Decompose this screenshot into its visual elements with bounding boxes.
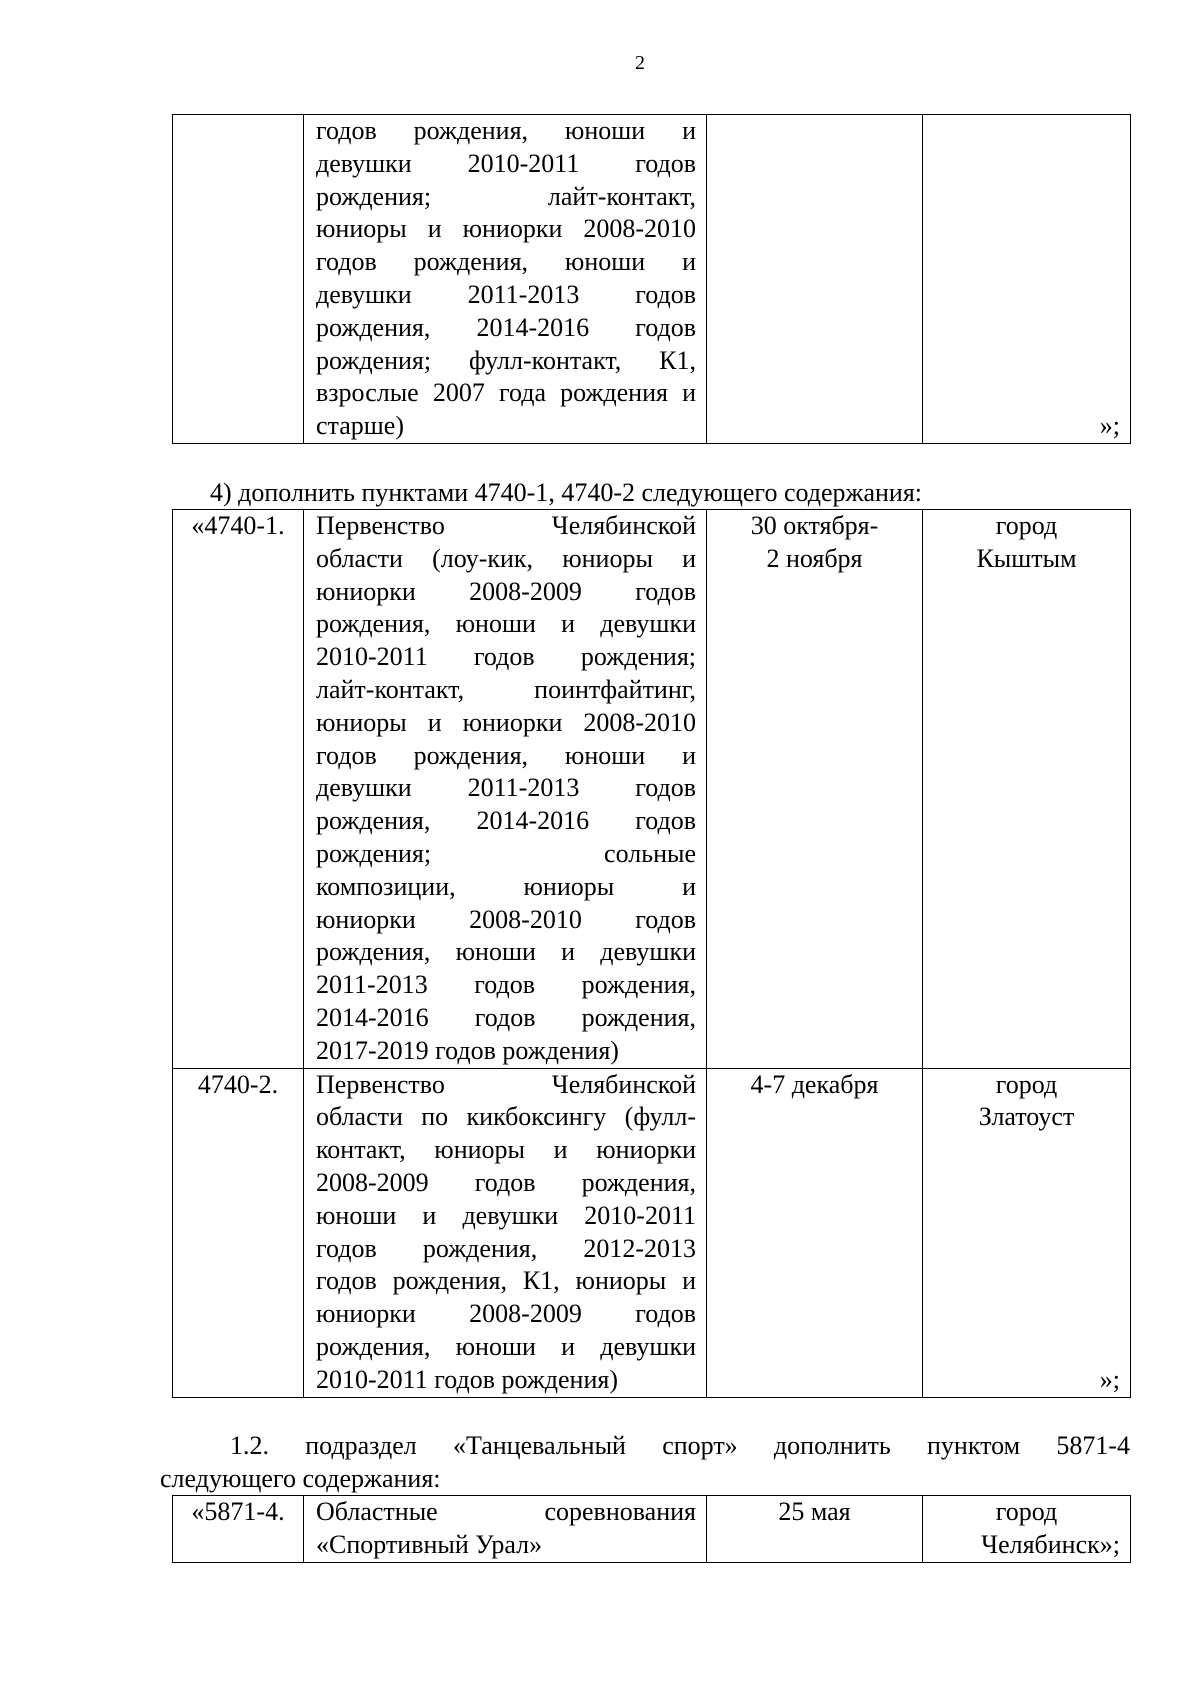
- description-line: годов рождения, 2012-2013: [316, 1233, 696, 1263]
- amendment-paragraph: [160, 1430, 1130, 1496]
- place-line: город: [995, 511, 1058, 540]
- description-line: юниоры и юниорки 2008-2010: [316, 214, 696, 244]
- table-row: [173, 115, 1131, 444]
- description-line: Первенство Челябинской: [316, 511, 696, 540]
- description-line: 2010-2011 годов рождения;: [316, 642, 696, 672]
- description-line: рождения, юноши и девушки: [316, 937, 696, 967]
- description-line: годов рождения, юноши и: [316, 740, 696, 770]
- description-line: юниорки 2008-2009 годов: [316, 1299, 696, 1329]
- description-line: 2010-2011 годов рождения): [316, 1364, 618, 1394]
- description-line: рождения, юноши и девушки: [316, 609, 696, 639]
- item-place-cell: [923, 1068, 1131, 1397]
- table-row: [173, 510, 1131, 1069]
- paragraph-line: 1.2. подраздел «Танцевальный спорт» дополнить пунктом 5871-4: [230, 1431, 1130, 1460]
- description-line: 2017-2019 годов рождения): [316, 1035, 619, 1065]
- item-date-cell: 25 мая: [707, 1496, 923, 1563]
- item-description-cell: [304, 1496, 707, 1563]
- description-line: юниорки 2008-2009 годов: [316, 576, 696, 606]
- closing-quote-mark: »;: [1099, 1364, 1120, 1394]
- description-line: области (лоу-кик, юниоры и: [316, 543, 696, 573]
- item-description-cell: [304, 1068, 707, 1397]
- description-line: девушки 2010-2011 годов: [316, 148, 696, 178]
- events-table: [172, 509, 1131, 1398]
- description-line: рождения, 2014-2016 годов: [316, 312, 696, 342]
- amendment-paragraph: [160, 477, 1130, 510]
- date-line: 2 ноября: [766, 543, 863, 573]
- description-line: области по кикбоксингу (фулл-: [316, 1102, 696, 1132]
- description-line: юниоры и юниорки 2008-2010: [316, 707, 696, 737]
- description-line: 2008-2009 годов рождения,: [316, 1167, 696, 1197]
- description-line: «Спортивный Урал»: [316, 1529, 543, 1559]
- description-line: контакт, юниоры и юниорки: [316, 1135, 696, 1165]
- place-line: Кыштым: [976, 543, 1077, 573]
- description-line: лайт-контакт, поинтфайтинг,: [316, 674, 696, 704]
- place-line: город: [995, 1069, 1058, 1099]
- description-line: годов рождения, юноши и: [316, 116, 696, 145]
- description-line: рождения, юноши и девушки: [316, 1331, 696, 1361]
- place-line: Златоуст: [978, 1102, 1075, 1132]
- item-description-cell: [304, 510, 707, 1069]
- table-row: [173, 1068, 1131, 1397]
- date-line: 30 октября-: [750, 511, 879, 540]
- description-line: взрослые 2007 года рождения и: [316, 378, 696, 408]
- description-line: старше): [316, 411, 404, 441]
- place-line: город: [995, 1497, 1058, 1526]
- description-line: 2014-2016 годов рождения,: [316, 1002, 696, 1032]
- description-line: девушки 2011-2013 годов: [316, 279, 696, 309]
- item-number-cell: [173, 115, 304, 444]
- item-place-cell: [923, 115, 1131, 444]
- description-line: рождения; фулл-контакт, К1,: [316, 345, 696, 375]
- item-place-cell: [923, 510, 1131, 1069]
- item-description-cell: [304, 115, 707, 444]
- continuation-table: [172, 114, 1131, 444]
- item-date-cell: [707, 1068, 923, 1397]
- date-line: 4-7 декабря: [750, 1069, 879, 1099]
- place-line: Челябинск»;: [981, 1529, 1120, 1559]
- description-line: юниорки 2008-2010 годов: [316, 904, 696, 934]
- description-line: рождения; лайт-контакт,: [316, 181, 696, 211]
- item-date-cell: [707, 510, 923, 1069]
- page-number: 2: [635, 52, 645, 74]
- description-line: рождения; сольные: [316, 838, 696, 868]
- item-number-cell: «4740-1.: [173, 510, 304, 1069]
- description-line: рождения, 2014-2016 годов: [316, 806, 696, 836]
- description-line: юноши и девушки 2010-2011: [316, 1200, 696, 1230]
- description-line: Областные соревнования: [316, 1497, 696, 1526]
- item-number-cell: «5871-4.: [173, 1496, 304, 1563]
- paragraph-text: 4) дополнить пунктами 4740-1, 4740-2 следующего содержания:: [210, 478, 923, 507]
- description-line: девушки 2011-2013 годов: [316, 773, 696, 803]
- description-line: Первенство Челябинской: [316, 1069, 696, 1099]
- description-line: 2011-2013 годов рождения,: [316, 970, 696, 1000]
- item-date-cell: [707, 115, 923, 444]
- closing-quote-mark: »;: [1099, 411, 1120, 441]
- dance-sport-table: [172, 1495, 1131, 1563]
- item-number-cell: 4740-2.: [173, 1068, 304, 1397]
- paragraph-line: следующего содержания:: [160, 1463, 441, 1493]
- description-line: годов рождения, К1, юниоры и: [316, 1266, 696, 1296]
- item-place-cell: [923, 1496, 1131, 1563]
- description-line: композиции, юниоры и: [316, 871, 696, 901]
- description-line: годов рождения, юноши и: [316, 247, 696, 277]
- table-row: [173, 1496, 1131, 1563]
